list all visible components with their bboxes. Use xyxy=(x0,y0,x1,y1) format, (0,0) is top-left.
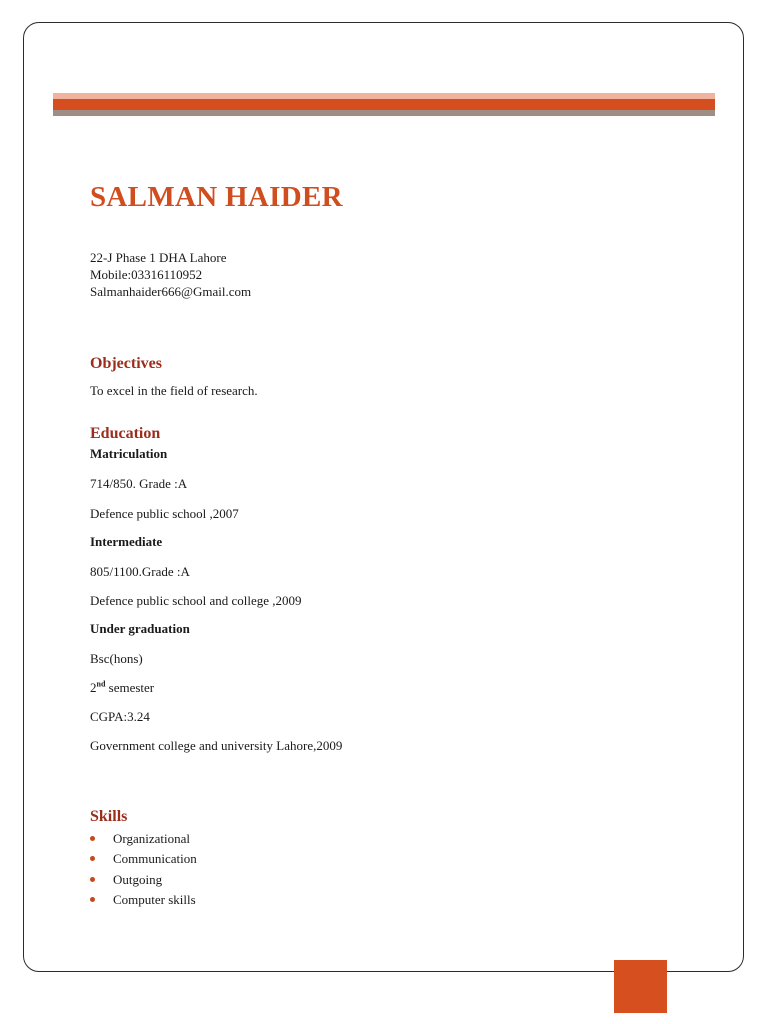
skills-heading: Skills xyxy=(90,808,128,825)
list-item xyxy=(90,890,197,910)
list-item xyxy=(90,849,197,869)
semester-number: 2 xyxy=(90,680,97,695)
skill-label: Outgoing xyxy=(113,871,163,887)
undergrad-title: Under graduation xyxy=(90,621,190,636)
list-item xyxy=(90,829,197,849)
undergrad-cgpa: CGPA:3.24 xyxy=(90,709,150,724)
matriculation-title: Matriculation xyxy=(90,446,168,461)
header-band-gray xyxy=(53,110,715,116)
bullet-icon xyxy=(90,856,95,861)
matriculation-school: Defence public school ,2007 xyxy=(90,506,239,521)
contact-email: Salmanhaider666@Gmail.com xyxy=(90,284,252,299)
contact-address: 22-J Phase 1 DHA Lahore xyxy=(90,250,227,265)
undergrad-semester xyxy=(90,680,154,696)
footer-accent-block xyxy=(614,960,667,1013)
semester-label: semester xyxy=(105,680,155,695)
intermediate-grade: 805/1100.Grade :A xyxy=(90,564,190,579)
education-heading: Education xyxy=(90,425,161,442)
undergrad-degree: Bsc(hons) xyxy=(90,651,143,666)
bullet-icon xyxy=(90,877,95,882)
matriculation-grade: 714/850. Grade :A xyxy=(90,476,188,491)
undergrad-school: Government college and university Lahore,2009 xyxy=(90,738,343,753)
objectives-heading: Objectives xyxy=(90,355,162,372)
objectives-text: To excel in the field of research. xyxy=(90,383,258,398)
skills-list xyxy=(90,829,197,910)
list-item xyxy=(90,870,197,890)
skill-label: Organizational xyxy=(113,831,191,846)
contact-info xyxy=(90,249,251,300)
skill-label: Communication xyxy=(113,851,197,867)
bullet-icon xyxy=(90,836,95,841)
bullet-icon xyxy=(90,897,95,902)
contact-mobile: Mobile:03316110952 xyxy=(90,267,203,282)
semester-ordinal: nd xyxy=(96,679,106,689)
intermediate-title: Intermediate xyxy=(90,534,163,549)
intermediate-school: Defence public school and college ,2009 xyxy=(90,593,302,608)
resume-name: SALMAN HAIDER xyxy=(90,181,343,213)
header-band-main xyxy=(53,99,715,110)
skill-label: Computer skills xyxy=(113,891,196,907)
